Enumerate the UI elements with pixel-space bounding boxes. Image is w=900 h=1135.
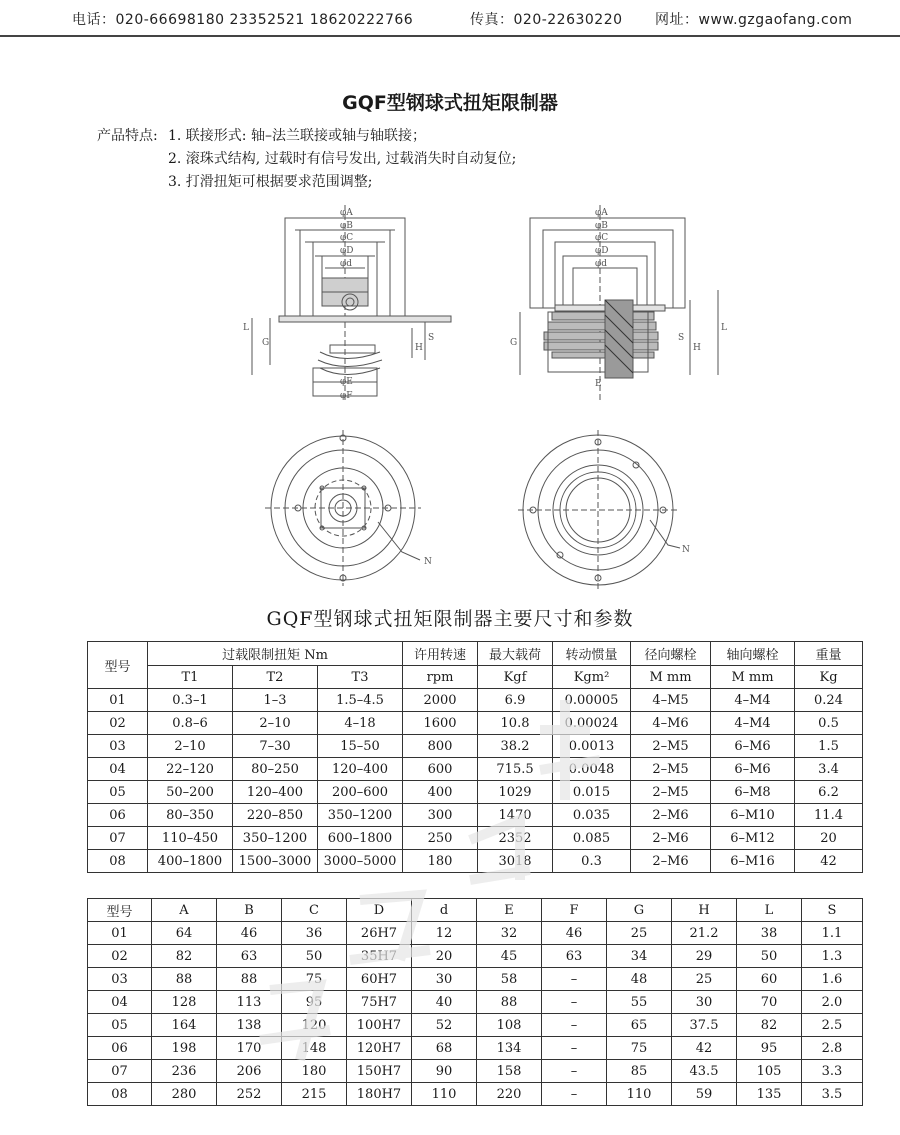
table-cell: 4–M4 — [711, 712, 795, 735]
table-row — [88, 827, 863, 850]
feature-item-2: 2. 滚珠式结构, 过载时有信号发出, 过载消失时自动复位; — [168, 151, 517, 167]
table-cell: – — [542, 1083, 607, 1106]
table-cell: 7–30 — [233, 735, 318, 758]
table-cell: 138 — [217, 1014, 282, 1037]
table-cell: 108 — [477, 1014, 542, 1037]
table-cell: 1029 — [478, 781, 553, 804]
table-cell: 350–1200 — [318, 804, 403, 827]
table-cell: 82 — [152, 945, 217, 968]
table-cell: 6–M10 — [711, 804, 795, 827]
dim-label-H-r: H — [693, 343, 701, 353]
table-cell: 170 — [217, 1037, 282, 1060]
dim-label-S-r: S — [678, 333, 685, 343]
table-cell: 45 — [477, 945, 542, 968]
table-cell: 04 — [88, 991, 152, 1014]
dim-label-G: G — [262, 338, 270, 348]
table-row — [88, 1037, 863, 1060]
table-cell: 715.5 — [478, 758, 553, 781]
unit-load: Kgf — [478, 666, 553, 689]
table-cell: 2000 — [403, 689, 478, 712]
table-cell: 400–1800 — [148, 850, 233, 873]
table-cell: 0.015 — [553, 781, 631, 804]
table-cell: 180 — [282, 1060, 347, 1083]
dim-label-E-r: E — [595, 379, 602, 389]
table-cell: 6–M6 — [711, 735, 795, 758]
table-row — [88, 991, 863, 1014]
header-model: 型号 — [88, 642, 148, 689]
table-cell: 02 — [88, 712, 148, 735]
table-cell: 34 — [607, 945, 672, 968]
table-cell: 3018 — [478, 850, 553, 873]
table-cell: 200–600 — [318, 781, 403, 804]
table-row — [88, 922, 863, 945]
table-cell: 252 — [217, 1083, 282, 1106]
table-cell: 75H7 — [347, 991, 412, 1014]
table-cell: 08 — [88, 1083, 152, 1106]
unit-radial-bolt: M mm — [631, 666, 711, 689]
table-cell: 110 — [607, 1083, 672, 1106]
table-cell: 42 — [672, 1037, 737, 1060]
unit-axial-bolt: M mm — [711, 666, 795, 689]
table-cell: 135 — [737, 1083, 802, 1106]
table-cell: 0.8–6 — [148, 712, 233, 735]
dim-label-E: φE — [340, 377, 353, 387]
dim-label-H: H — [415, 343, 423, 353]
header-inertia: 转动惯量 — [553, 642, 631, 666]
table-cell: 1470 — [478, 804, 553, 827]
table-cell: 02 — [88, 945, 152, 968]
dim-label-A: φA — [340, 208, 353, 218]
table-cell: 01 — [88, 922, 152, 945]
table-cell: 110 — [412, 1083, 477, 1106]
dim-label-S: S — [428, 333, 435, 343]
table-cell: 6.2 — [795, 781, 863, 804]
table-cell: 40 — [412, 991, 477, 1014]
table-cell: 06 — [88, 804, 148, 827]
table-cell: 220–850 — [233, 804, 318, 827]
table-cell: 0.085 — [553, 827, 631, 850]
header-axial-bolt: 轴向螺栓 — [711, 642, 795, 666]
dim-label-d-r: φd — [595, 259, 608, 269]
table-cell: 0.24 — [795, 689, 863, 712]
table-cell: 70 — [737, 991, 802, 1014]
table-cell: 22–120 — [148, 758, 233, 781]
table-cell: 113 — [217, 991, 282, 1014]
table-cell: 26H7 — [347, 922, 412, 945]
table-cell: 82 — [737, 1014, 802, 1037]
page-title: GQF型钢球式扭矩限制器 — [342, 92, 558, 114]
table-cell: 1.3 — [802, 945, 863, 968]
table-cell: 38 — [737, 922, 802, 945]
table-cell: – — [542, 1060, 607, 1083]
table-cell: 2–M5 — [631, 781, 711, 804]
table-cell: 50–200 — [148, 781, 233, 804]
table-cell: 12 — [412, 922, 477, 945]
table-cell: 134 — [477, 1037, 542, 1060]
table1-header-row — [88, 642, 863, 666]
table-cell: 46 — [542, 922, 607, 945]
table-cell: 63 — [217, 945, 282, 968]
table-header-cell: G — [607, 899, 672, 922]
dim-label-L-r: L — [721, 323, 727, 333]
parameter-table — [87, 641, 863, 873]
table-cell: 20 — [412, 945, 477, 968]
table-cell: 63 — [542, 945, 607, 968]
table-header-cell: L — [737, 899, 802, 922]
table-cell: 280 — [152, 1083, 217, 1106]
table-cell: 25 — [672, 968, 737, 991]
table-cell: 05 — [88, 1014, 152, 1037]
header-speed: 许用转速 — [403, 642, 478, 666]
header-radial-bolt: 径向螺栓 — [631, 642, 711, 666]
table-cell: 250 — [403, 827, 478, 850]
table-cell: 88 — [477, 991, 542, 1014]
right-plan-view — [518, 430, 680, 590]
table-cell: 10.8 — [478, 712, 553, 735]
table-cell: 1600 — [403, 712, 478, 735]
table-cell: 03 — [88, 968, 152, 991]
table-cell: 180 — [403, 850, 478, 873]
table-cell: 07 — [88, 827, 148, 850]
table-cell: 4–18 — [318, 712, 403, 735]
dim-label-C-r: φC — [595, 233, 609, 243]
table-row — [88, 735, 863, 758]
table-row — [88, 1060, 863, 1083]
table-cell: 3.4 — [795, 758, 863, 781]
table-cell: 148 — [282, 1037, 347, 1060]
table-cell: 60H7 — [347, 968, 412, 991]
dim-label-d: φd — [340, 259, 353, 269]
header-t3: T3 — [318, 666, 403, 689]
table-cell: 95 — [282, 991, 347, 1014]
table-cell: 2.8 — [802, 1037, 863, 1060]
table-header-cell: A — [152, 899, 217, 922]
table-cell: 120H7 — [347, 1037, 412, 1060]
table-cell: 50 — [282, 945, 347, 968]
table-cell: 2–M6 — [631, 827, 711, 850]
header-load: 最大载荷 — [478, 642, 553, 666]
table-cell: 03 — [88, 735, 148, 758]
table-header-cell: C — [282, 899, 347, 922]
header-t1: T1 — [148, 666, 233, 689]
table-cell: 1–3 — [233, 689, 318, 712]
table-cell: 0.035 — [553, 804, 631, 827]
table-cell: 30 — [672, 991, 737, 1014]
table-row — [88, 689, 863, 712]
table-cell: 05 — [88, 781, 148, 804]
table-cell: 32 — [477, 922, 542, 945]
dim-label-B: φB — [340, 221, 353, 231]
table-cell: 1.5–4.5 — [318, 689, 403, 712]
table-cell: 75 — [282, 968, 347, 991]
table-cell: 4–M5 — [631, 689, 711, 712]
table-cell: 0.3–1 — [148, 689, 233, 712]
table-header-cell: E — [477, 899, 542, 922]
table-cell: 3.5 — [802, 1083, 863, 1106]
table-cell: 59 — [672, 1083, 737, 1106]
table-cell: 120 — [282, 1014, 347, 1037]
table-row — [88, 781, 863, 804]
table-header-cell: d — [412, 899, 477, 922]
contact-bar — [0, 0, 900, 36]
table-cell: 0.00005 — [553, 689, 631, 712]
table-cell: 35H7 — [347, 945, 412, 968]
features-label: 产品特点: — [97, 128, 158, 144]
header-weight: 重量 — [795, 642, 863, 666]
table-cell: 38.2 — [478, 735, 553, 758]
table-row — [88, 945, 863, 968]
unit-speed: rpm — [403, 666, 478, 689]
table-cell: 2–10 — [233, 712, 318, 735]
table-cell: 01 — [88, 689, 148, 712]
unit-weight: Kg — [795, 666, 863, 689]
table-cell: 90 — [412, 1060, 477, 1083]
table-cell: 55 — [607, 991, 672, 1014]
table-row — [88, 968, 863, 991]
table-cell: 75 — [607, 1037, 672, 1060]
dim-label-N-r: N — [682, 545, 690, 555]
table-cell: 6–M12 — [711, 827, 795, 850]
table-header-cell: B — [217, 899, 282, 922]
table-cell: 80–350 — [148, 804, 233, 827]
table-cell: 85 — [607, 1060, 672, 1083]
table-row — [88, 804, 863, 827]
table-cell: – — [542, 968, 607, 991]
table-header-cell: 型号 — [88, 899, 152, 922]
table-header-cell: H — [672, 899, 737, 922]
table-cell: 20 — [795, 827, 863, 850]
table-row — [88, 1083, 863, 1106]
unit-inertia: Kgm² — [553, 666, 631, 689]
header-t2: T2 — [233, 666, 318, 689]
table-cell: 180H7 — [347, 1083, 412, 1106]
dimension-table — [87, 898, 863, 1106]
dim-label-B-r: φB — [595, 221, 608, 231]
dim-label-N: N — [424, 557, 432, 567]
table-cell: 0.3 — [553, 850, 631, 873]
table-cell: 236 — [152, 1060, 217, 1083]
dim-label-A-r: φA — [595, 208, 608, 218]
table-cell: 58 — [477, 968, 542, 991]
table-cell: 07 — [88, 1060, 152, 1083]
table-cell: 65 — [607, 1014, 672, 1037]
table-cell: 88 — [152, 968, 217, 991]
table-cell: 600 — [403, 758, 478, 781]
table-cell: 6.9 — [478, 689, 553, 712]
table-cell: 100H7 — [347, 1014, 412, 1037]
header-torque: 过载限制扭矩 Nm — [148, 642, 403, 666]
table-cell: 52 — [412, 1014, 477, 1037]
table-cell: 0.00024 — [553, 712, 631, 735]
table-cell: 2–M5 — [631, 758, 711, 781]
table-cell: 04 — [88, 758, 148, 781]
table-cell: 43.5 — [672, 1060, 737, 1083]
dim-label-L: L — [243, 323, 249, 333]
table-cell: 120–400 — [233, 781, 318, 804]
table-cell: 64 — [152, 922, 217, 945]
table-cell: 1.1 — [802, 922, 863, 945]
table-cell: 2352 — [478, 827, 553, 850]
dim-label-F: φF — [340, 391, 353, 401]
table-cell: 06 — [88, 1037, 152, 1060]
table-cell: 1.6 — [802, 968, 863, 991]
table-row — [88, 1014, 863, 1037]
table-cell: 2.5 — [802, 1014, 863, 1037]
dim-label-D: φD — [340, 246, 354, 256]
table-cell: 29 — [672, 945, 737, 968]
table-cell: 600–1800 — [318, 827, 403, 850]
table-cell: 215 — [282, 1083, 347, 1106]
table-cell: 88 — [217, 968, 282, 991]
table-cell: 08 — [88, 850, 148, 873]
table-cell: 1.5 — [795, 735, 863, 758]
table-cell: 21.2 — [672, 922, 737, 945]
table-cell: 15–50 — [318, 735, 403, 758]
table-cell: 350–1200 — [233, 827, 318, 850]
table-cell: 2.0 — [802, 991, 863, 1014]
table-cell: – — [542, 1037, 607, 1060]
dim-label-D-r: φD — [595, 246, 609, 256]
table-cell: 46 — [217, 922, 282, 945]
table-row — [88, 850, 863, 873]
table-cell: 4–M6 — [631, 712, 711, 735]
header-divider — [0, 35, 900, 37]
table-cell: 50 — [737, 945, 802, 968]
table-cell: 105 — [737, 1060, 802, 1083]
table-cell: 0.5 — [795, 712, 863, 735]
table-cell: 6–M16 — [711, 850, 795, 873]
table-cell: 1500–3000 — [233, 850, 318, 873]
table-cell: 68 — [412, 1037, 477, 1060]
dim-label-C: φC — [340, 233, 354, 243]
table-cell: – — [542, 991, 607, 1014]
table-cell: 2–10 — [148, 735, 233, 758]
table-cell: 400 — [403, 781, 478, 804]
table-cell: 80–250 — [233, 758, 318, 781]
table-cell: 198 — [152, 1037, 217, 1060]
table-cell: 95 — [737, 1037, 802, 1060]
table-cell: 150H7 — [347, 1060, 412, 1083]
table-cell: 48 — [607, 968, 672, 991]
table-cell: 220 — [477, 1083, 542, 1106]
fax-text: 传真：020-22630220 — [470, 12, 623, 28]
table-cell: 4–M4 — [711, 689, 795, 712]
table-cell: 300 — [403, 804, 478, 827]
right-section-view — [520, 205, 718, 400]
table-cell: 120–400 — [318, 758, 403, 781]
table1-title: GQF型钢球式扭矩限制器主要尺寸和参数 — [266, 608, 634, 630]
feature-item-1: 1. 联接形式: 轴–法兰联接或轴与轴联接； — [168, 128, 426, 144]
feature-item-3: 3. 打滑扭矩可根据要求范围调整; — [168, 174, 373, 190]
table-cell: – — [542, 1014, 607, 1037]
table-cell: 30 — [412, 968, 477, 991]
table-cell: 37.5 — [672, 1014, 737, 1037]
table-cell: 158 — [477, 1060, 542, 1083]
table2-header-row — [88, 899, 863, 922]
table-cell: 164 — [152, 1014, 217, 1037]
table-cell: 2–M6 — [631, 850, 711, 873]
table-cell: 11.4 — [795, 804, 863, 827]
table-row — [88, 758, 863, 781]
dim-label-G-r: G — [510, 338, 518, 348]
table-cell: 25 — [607, 922, 672, 945]
table-header-cell: D — [347, 899, 412, 922]
left-plan-view — [265, 430, 421, 586]
table-cell: 42 — [795, 850, 863, 873]
table-cell: 36 — [282, 922, 347, 945]
table-cell: 2–M6 — [631, 804, 711, 827]
table-cell: 206 — [217, 1060, 282, 1083]
table-cell: 0.0013 — [553, 735, 631, 758]
table-cell: 3.3 — [802, 1060, 863, 1083]
table-cell: 110–450 — [148, 827, 233, 850]
table1-subheader-row — [88, 666, 863, 689]
technical-drawings — [0, 200, 900, 600]
table-cell: 6–M8 — [711, 781, 795, 804]
table-cell: 0.0048 — [553, 758, 631, 781]
website-text[interactable]: 网址：www.gzgaofang.com — [655, 12, 853, 28]
table-row — [88, 712, 863, 735]
table-header-cell: S — [802, 899, 863, 922]
table-cell: 800 — [403, 735, 478, 758]
table-cell: 2–M5 — [631, 735, 711, 758]
table-cell: 128 — [152, 991, 217, 1014]
table-header-cell: F — [542, 899, 607, 922]
phone-text: 电话：020-66698180 23352521 18620222766 — [72, 12, 414, 28]
table-cell: 60 — [737, 968, 802, 991]
table-cell: 6–M6 — [711, 758, 795, 781]
table-cell: 3000–5000 — [318, 850, 403, 873]
